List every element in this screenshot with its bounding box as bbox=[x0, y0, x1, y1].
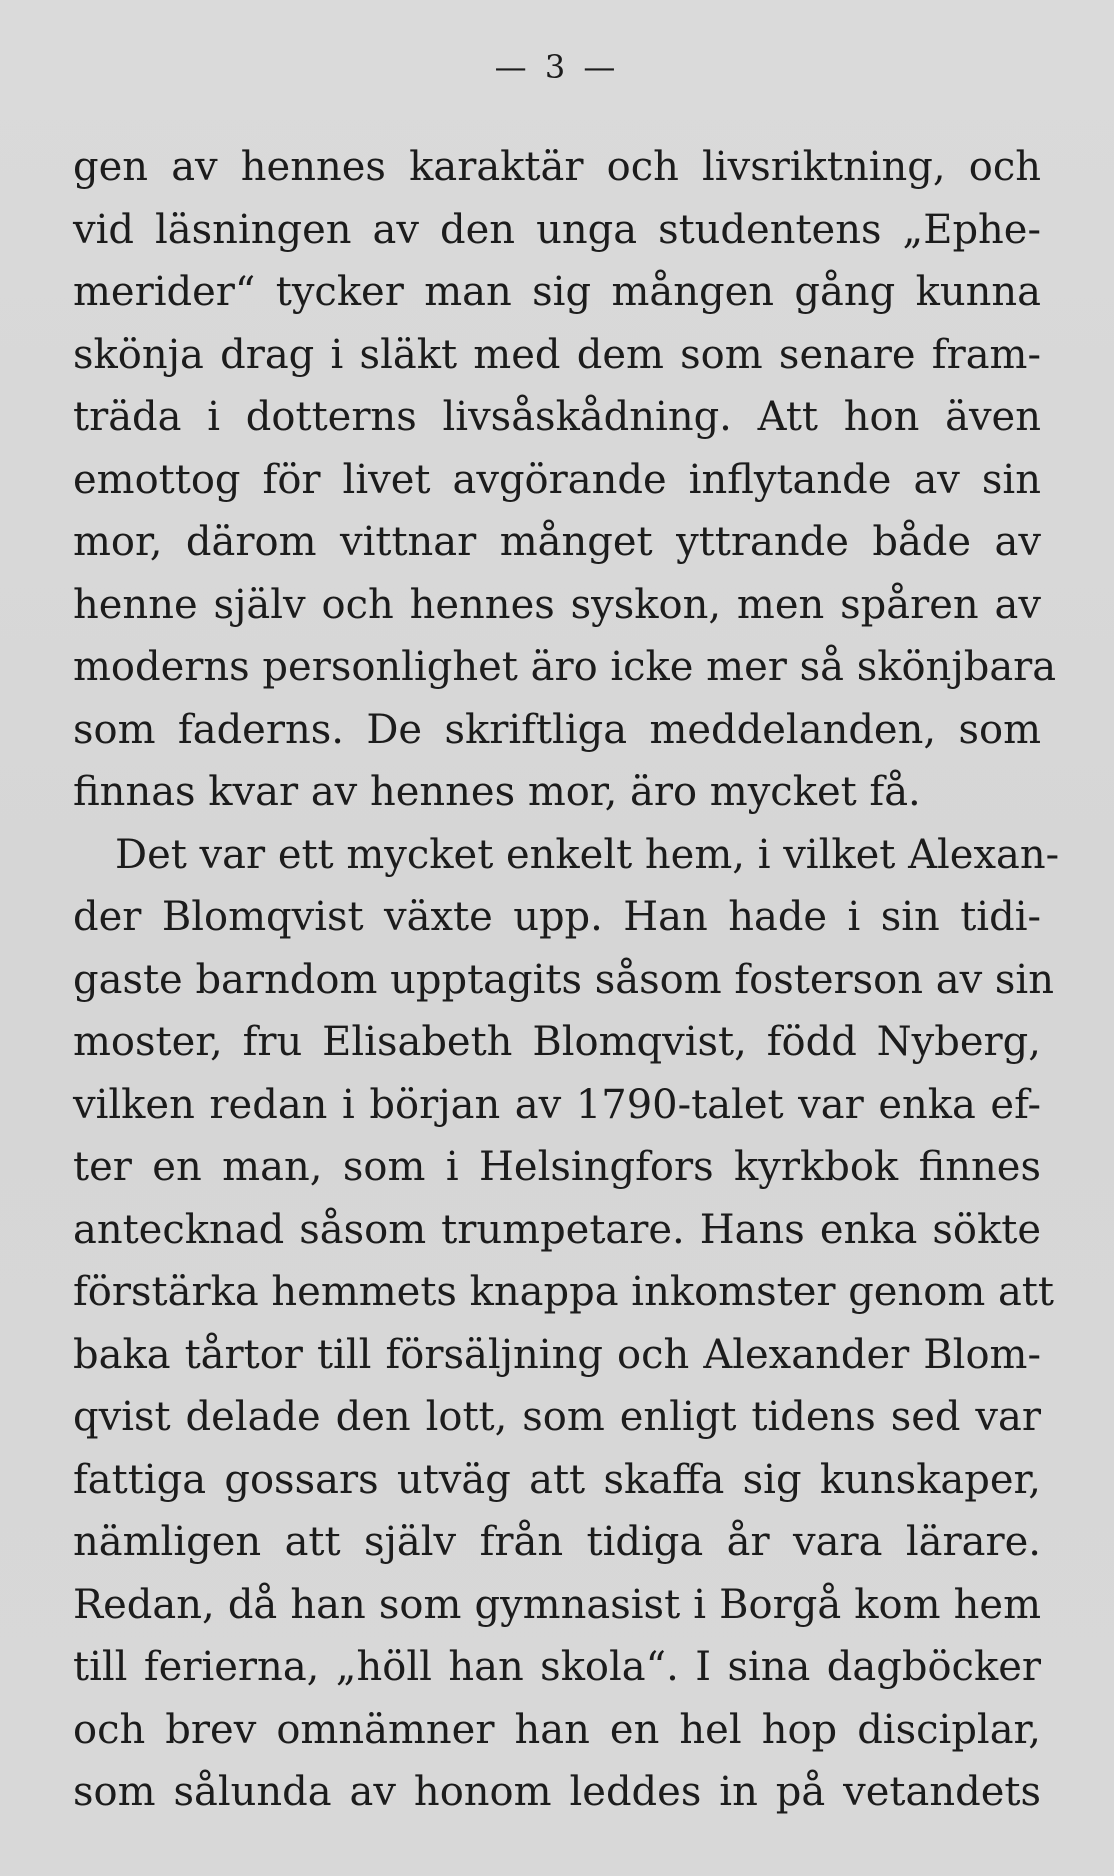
text-line: baka tårtor till försäljning och Alexander Blom- bbox=[73, 1331, 1041, 1378]
text-line: som faderns. De skriftliga meddelanden, som bbox=[73, 706, 1041, 753]
page-number: — 3 — bbox=[494, 48, 620, 86]
text-line: mor, därom vittnar månget yttrande både av bbox=[73, 519, 1041, 565]
text-line: moster, fru Elisabeth Blomqvist, född Nyberg, bbox=[73, 1019, 1041, 1065]
text-line: skönja drag i släkt med dem som senare fram- bbox=[73, 331, 1041, 378]
text-line: antecknad såsom trumpetare. Hans enka sökte bbox=[73, 1206, 1041, 1253]
text-line: merider“ tycker man sig mången gång kunna bbox=[73, 269, 1041, 315]
text-line: och brev omnämner han en hel hop disciplar, bbox=[73, 1706, 1041, 1753]
text-line: nämligen att själv från tidiga år vara lärare. bbox=[73, 1519, 1041, 1565]
text-line: vilken redan i början av 1790-talet var enka ef- bbox=[73, 1081, 1041, 1128]
text-line: förstärka hemmets knappa inkomster genom att bbox=[73, 1269, 1054, 1315]
text-line: der Blomqvist växte upp. Han hade i sin tidi- bbox=[73, 894, 1041, 940]
text-line: ter en man, som i Helsingfors kyrkbok finnes bbox=[73, 1144, 1041, 1190]
text-line: som sålunda av honom leddes in på vetandets bbox=[73, 1769, 1041, 1815]
text-line: vid läsningen av den unga studentens „Ephe- bbox=[73, 206, 1041, 253]
text-line: till ferierna, „höll han skola“. I sina dagböcker bbox=[73, 1644, 1041, 1690]
text-line: Det var ett mycket enkelt hem, i vilket Alexan- bbox=[115, 831, 1060, 878]
text-line: qvist delade den lott, som enligt tidens sed var bbox=[73, 1394, 1041, 1440]
text-line: Redan, då han som gymnasist i Borgå kom hem bbox=[73, 1581, 1041, 1628]
text-line: gaste barndom upptagits såsom fosterson av sin bbox=[73, 956, 1054, 1003]
text-line: träda i dotterns livsåskådning. Att hon även bbox=[73, 394, 1041, 440]
text-line: moderns personlighet äro icke mer så skönjbara bbox=[73, 644, 1057, 690]
text-line: fattiga gossars utväg att skaffa sig kunskaper, bbox=[73, 1456, 1041, 1503]
body-text bbox=[73, 136, 1060, 1824]
text-line: gen av hennes karaktär och livsriktning, och bbox=[73, 144, 1041, 190]
text-line: finnas kvar av hennes mor, äro mycket få. bbox=[73, 769, 921, 815]
text-line: henne själv och hennes syskon, men spåren av bbox=[73, 581, 1041, 628]
text-line: emottog för livet avgörande inflytande av sin bbox=[73, 456, 1041, 503]
